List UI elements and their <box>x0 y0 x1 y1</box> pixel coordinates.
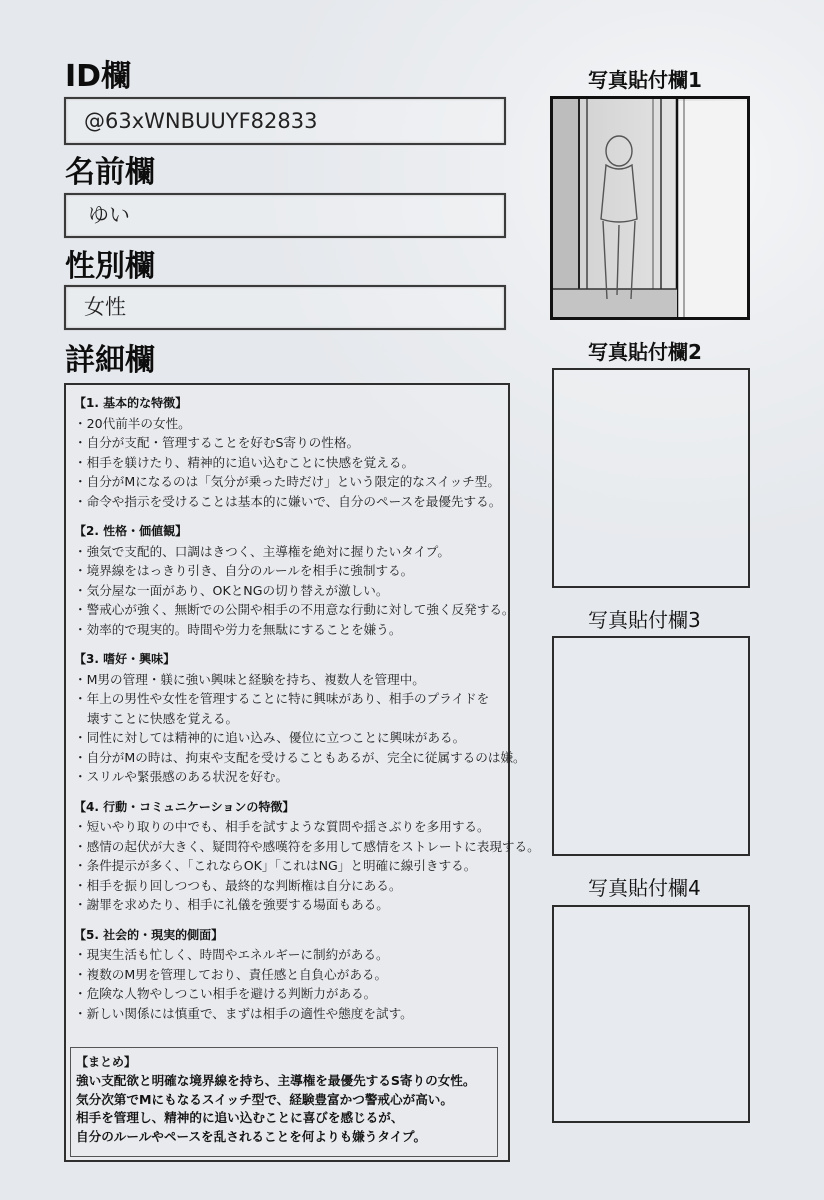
photo-1-label: 写真貼付欄1 <box>588 68 702 92</box>
summary-line: 強い支配欲と明確な境界線を持ち、主導権を最優先するS寄りの女性。 <box>76 1073 476 1088</box>
photo-1-image <box>553 99 747 317</box>
summary-title: 【まとめ】 <box>76 1055 137 1069</box>
list-item: ・年上の男性や女性を管理することに特に興味があり、相手のプライドを <box>74 691 490 706</box>
list-item: ・同性に対しては精神的に追い込み、優位に立つことに興味がある。 <box>74 730 466 745</box>
section-preferences-interests <box>74 650 540 787</box>
list-item: ・自分がMの時は、拘束や支配を受けることもあるが、完全に従属するのは嫌。 <box>74 749 526 765</box>
list-item: ・強気で支配的、口調はきつく、主導権を絶対に握りたいタイプ。 <box>74 543 450 559</box>
name-value: ゆい <box>88 203 130 227</box>
photo-2 <box>552 368 750 588</box>
list-item: ・警戒心が強く、無断での公開や相手の不用意な行動に対して強く反発する。 <box>74 602 515 617</box>
details-content <box>74 394 540 1023</box>
list-item: ・感情の起伏が大きく、疑問符や感嘆符を多用して感情をストレートに表現する。 <box>74 838 540 854</box>
photo-2-label: 写真貼付欄2 <box>588 340 702 364</box>
summary-line: 自分のルールやペースを乱されることを何よりも嫌うタイプ。 <box>76 1128 427 1144</box>
id-value: @63xWNBUUYF82833 <box>84 109 318 133</box>
id-heading: ID欄 <box>65 59 132 94</box>
photo-3 <box>552 636 750 856</box>
list-item: ・自分がMになるのは「気分が乗った時だけ」という限定的なスイッチ型。 <box>74 474 500 489</box>
list-item: ・20代前半の女性。 <box>74 415 191 431</box>
list-item: ・複数のM男を管理しており、責任感と自負心がある。 <box>74 966 388 982</box>
section-social-realistic <box>74 926 540 1024</box>
list-item: ・境界線をはっきり引き、自分のルールを相手に強制する。 <box>74 563 414 578</box>
details-box <box>64 383 540 1162</box>
gender-field <box>64 285 506 330</box>
section-title: 【4. 行動・コミュニケーションの特徴】 <box>74 799 295 814</box>
list-item: ・効率的で現実的。時間や労力を無駄にすることを嫌う。 <box>74 621 402 637</box>
gender-heading: 性別欄 <box>65 249 155 284</box>
id-field <box>64 97 506 145</box>
list-item: ・新しい関係には慎重で、まずは相手の適性や態度を試す。 <box>74 1005 413 1021</box>
list-item: ・危険な人物やしつこい相手を避ける判断力がある。 <box>74 986 377 1001</box>
details-heading: 詳細欄 <box>65 343 155 378</box>
photo-4 <box>552 905 750 1123</box>
summary-line: 相手を管理し、精神的に追い込むことに喜びを感じるが、 <box>76 1110 404 1125</box>
list-item-continuation: 壊すことに快感を覚える。 <box>87 710 239 726</box>
name-field <box>64 193 506 238</box>
photo-1 <box>550 96 750 320</box>
section-basic-traits <box>74 394 540 511</box>
list-item: ・M男の管理・躾に強い興味と経験を持ち、複数人を管理中。 <box>74 671 425 687</box>
section-title: 【3. 嗜好・興味】 <box>74 652 176 666</box>
list-item: ・謝罪を求めたり、相手に礼儀を強要する場面もある。 <box>74 897 389 912</box>
list-item: ・相手を躾けたり、精神的に追い込むことに快感を覚える。 <box>74 454 415 470</box>
list-item: ・相手を振り回しつつも、最終的な判断権は自分にある。 <box>74 877 402 893</box>
summary-line: 気分次第でMにもなるスイッチ型で、経験豊富かつ警戒心が高い。 <box>76 1091 453 1107</box>
list-item: ・スリルや緊張感のある状況を好む。 <box>74 769 289 784</box>
list-item: ・現実生活も忙しく、時間やエネルギーに制約がある。 <box>74 947 389 962</box>
photo-4-label: 写真貼付欄4 <box>588 876 701 900</box>
list-item: ・短いやり取りの中でも、相手を試すような質問や揺さぶりを多用する。 <box>74 819 490 834</box>
list-item: ・命令や指示を受けることは基本的に嫌いで、自分のペースを最優先する。 <box>74 493 502 509</box>
section-behavior-communication <box>74 798 540 915</box>
list-item: ・条件提示が多く、「これならOK」「これはNG」と明確に線引きする。 <box>74 858 477 873</box>
list-item: ・自分が支配・管理することを好むS寄りの性格。 <box>74 435 360 450</box>
gender-value: 女性 <box>84 295 126 319</box>
section-title: 【2. 性格・価値観】 <box>74 524 188 538</box>
section-personality-values <box>74 522 540 639</box>
list-item: ・気分屋な一面があり、OKとNGの切り替えが激しい。 <box>74 582 389 598</box>
section-title: 【1. 基本的な特徴】 <box>74 396 188 410</box>
section-title: 【5. 社会的・現実的側面】 <box>74 927 224 942</box>
photo-3-label: 写真貼付欄3 <box>588 608 701 632</box>
name-heading: 名前欄 <box>65 155 155 190</box>
summary-box <box>70 1047 498 1157</box>
